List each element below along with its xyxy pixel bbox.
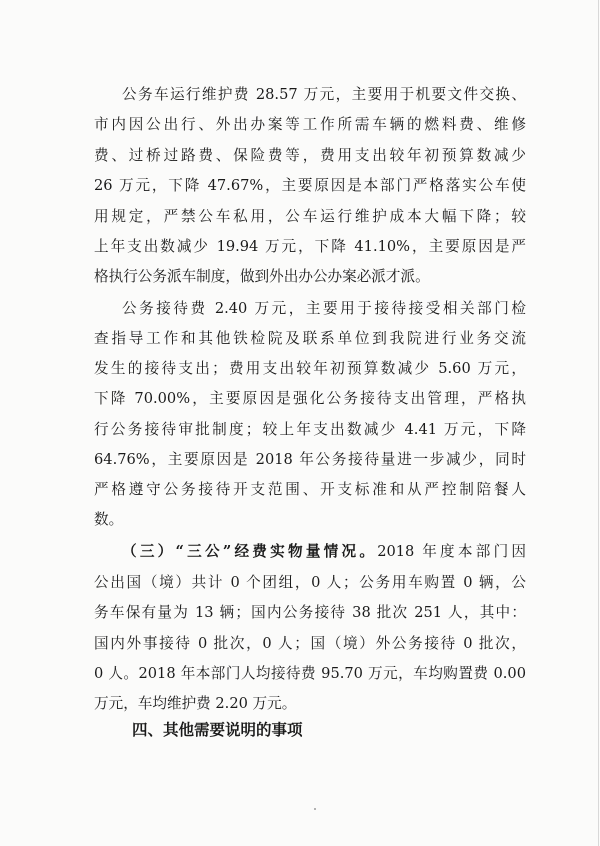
paragraph-1-line-7: 格执行公务派车制度，做到外出办公办案必派才派。 (94, 268, 430, 285)
paragraph-1-line-6: 上年支出数减少 19.94 万元，下降 41.10%，主要原因是严 (94, 238, 526, 255)
paragraph-3-lead-bold: （三）“三公”经费实物量情况。 (122, 543, 378, 560)
scan-speck (314, 808, 316, 810)
paragraph-2-line-6: 64.76%，主要原因是 2018 年公务接待量进一步减少，同时 (94, 451, 526, 468)
paragraph-3-line-6: 万元，车均维护费 2.20 万元。 (94, 695, 297, 712)
paragraph-3-line-4: 国内外事接待 0 批次，0 人；国（境）外公务接待 0 批次， (94, 635, 526, 652)
paragraph-2-line-5: 行公务接待审批制度；较上年支出数减少 4.41 万元，下降 (94, 421, 526, 438)
paragraph-2-line-8: 数。 (94, 511, 124, 528)
paragraph-2-line-4: 下降 70.00%，主要原因是强化公务接待支出管理，严格执 (94, 390, 526, 407)
paragraph-2-line-1: 公务接待费 2.40 万元，主要用于接待接受相关部门检 (122, 300, 526, 317)
paragraph-1-line-5: 用规定，严禁公车私用，公车运行维护成本大幅下降；较 (94, 208, 526, 225)
paragraph-1-line-3: 费、过桥过路费、保险费等，费用支出较年初预算数减少 (94, 147, 526, 164)
section-heading: 四、其他需要说明的事项 (132, 720, 303, 739)
scan-edge (598, 0, 599, 846)
paragraph-3-line-3: 务车保有量为 13 辆；国内公务接待 38 批次 251 人，其中： (94, 604, 526, 621)
paragraph-1-line-4: 26 万元，下降 47.67%，主要原因是本部门严格落实公车使 (94, 177, 526, 194)
paragraph-3-lead-rest: 2018 年度本部门因 (377, 543, 526, 560)
paragraph-2-line-7: 严格遵守公务接待开支范围、开支标准和从严控制陪餐人 (94, 481, 526, 498)
paragraph-1-line-2: 市内因公出行、外出办案等工作所需车辆的燃料费、维修 (94, 116, 526, 133)
paragraph-2-line-2: 查指导工作和其他铁检院及联系单位到我院进行业务交流 (94, 330, 526, 347)
paragraph-3-line-5: 0 人。2018 年本部门人均接待费 95.70 万元，车均购置费 0.00 (94, 665, 526, 682)
paragraph-3-line-2: 公出国（境）共计 0 个团组，0 人；公务用车购置 0 辆，公 (94, 574, 526, 591)
paragraph-1-line-1: 公务车运行维护费 28.57 万元，主要用于机要文件交换、 (122, 86, 526, 103)
paragraph-2-line-3: 发生的接待支出；费用支出较年初预算数减少 5.60 万元， (94, 360, 526, 377)
paragraph-3-line-1 (122, 542, 526, 562)
